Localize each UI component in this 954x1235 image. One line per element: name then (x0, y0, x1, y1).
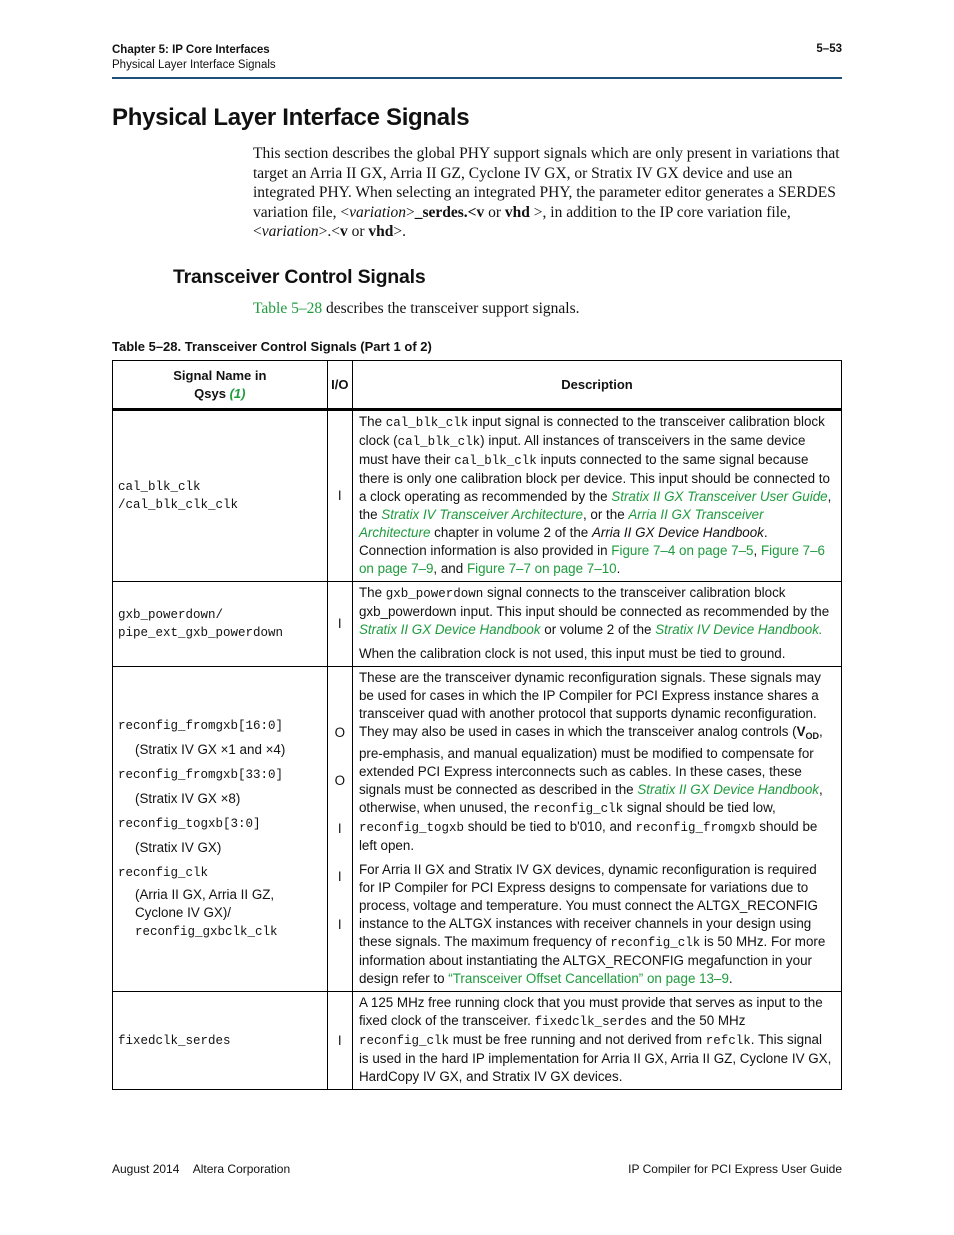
text: , otherwise, when unused, the (358, 782, 823, 815)
intro-text: > (405, 203, 415, 221)
signal-name: reconfig_togxb[3:0] (118, 817, 261, 831)
doc-link[interactable]: Stratix IV Transceiver Architecture (381, 507, 583, 522)
doc-link[interactable]: Arria II GX Transceiver Architecture (358, 507, 764, 540)
intro-variation: variation (349, 203, 406, 221)
table-row (113, 582, 842, 667)
io-value: I (337, 917, 342, 932)
description-cell (352, 992, 841, 1090)
figure-link[interactable]: Figure 7–6 on page 7–9 (358, 543, 825, 576)
header-signal (113, 361, 328, 410)
symbol: V (796, 724, 806, 739)
text: inputs connected to the same signal because there is only one calibration block per device. This input should be connected to a clock operating as recommended by the (358, 452, 830, 504)
description-cell (352, 582, 841, 667)
io-cell (327, 667, 352, 992)
text: These are the transceiver dynamic reconfiguration signals. These signals may be used for cases in which the IP Compiler for PCI Express instance shares a transceiver quad with another protocol that supports dynamic reconfiguration. They may also be used in cases in which the transceiver analog controls ( (358, 670, 821, 739)
code: cal_blk_clk (385, 416, 469, 430)
intro-variation: variation (261, 223, 319, 240)
signal-name: fixedclk_serdes (118, 1033, 231, 1048)
io-cell: I (327, 992, 352, 1090)
io-cell: I (327, 410, 352, 582)
code: cal_blk_clk (454, 454, 537, 468)
table-caption: Table 5–28. Transceiver Control Signals (Part 1 of 2) (112, 339, 432, 354)
description-text (359, 584, 835, 639)
text: , (753, 543, 761, 558)
signal-name: reconfig_fromgxb[33:0] (118, 768, 284, 782)
io-value: O (334, 725, 345, 740)
signal-note: (Stratix IV GX) (135, 840, 222, 855)
code: reconfig_fromgxb (635, 821, 756, 835)
signals-table (112, 360, 842, 1090)
table-header-row (113, 361, 842, 410)
text: or volume 2 of the (540, 622, 656, 637)
footnote-link[interactable]: (1) (229, 385, 246, 401)
description-cell (352, 410, 841, 582)
text: input signal is connected to the transceiver calibration block clock ( (358, 414, 825, 448)
page-title: Physical Layer Interface Signals (112, 104, 470, 131)
lead-paragraph (253, 300, 579, 318)
signal-note: (Stratix IV GX ×8) (135, 791, 241, 806)
text: . (616, 561, 621, 576)
signal-note-text: (Arria II GX, Arria II GZ, Cyclone IV GX)/ (135, 887, 275, 920)
chapter-title: Chapter 5: IP Core Interfaces (112, 44, 270, 56)
text: , the (358, 489, 832, 522)
header-signal-line1: Signal Name in (173, 367, 267, 383)
intro-paragraph (253, 144, 843, 242)
signal-group (118, 717, 322, 941)
text: chapter in volume 2 of the (430, 525, 592, 540)
subsection-title: Transceiver Control Signals (173, 266, 426, 288)
text: The (358, 585, 386, 600)
table-row (113, 667, 842, 992)
text: . This signal is used in the hard IP implementation for Arria II GX, Arria II GZ, Cyclone IV GX, HardCopy IV GX, and Stratix IV GX devices. (358, 1032, 832, 1084)
intro-ext: v (339, 223, 348, 240)
text: A 125 MHz free running clock that you must provide that serves as input to the fixed clock of the transceiver. (358, 995, 823, 1028)
intro-text: or (347, 223, 369, 240)
footer-company: Altera Corporation (192, 1162, 291, 1176)
code: gxb_powerdown (385, 587, 484, 601)
signal-name: reconfig_fromgxb[16:0] (118, 719, 284, 733)
lead-text: describes the transceiver support signals. (322, 300, 580, 317)
figure-link[interactable]: Figure 7–7 on page 7–10 (466, 561, 617, 576)
io-value: O (334, 773, 345, 788)
signal-cell (113, 992, 328, 1090)
code: cal_blk_clk (397, 435, 481, 449)
section-link[interactable]: “Transceiver Offset Cancellation” on page 13–9 (448, 971, 729, 986)
signal-cell (113, 582, 328, 667)
text: The (358, 414, 386, 429)
text: should be tied to b'010, and (463, 819, 636, 834)
text: ) input. All instances of transceivers in the same device must have their (358, 433, 806, 467)
text: must be free running and not derived from (448, 1032, 706, 1047)
signal-note (118, 886, 322, 941)
code: refclk (705, 1034, 751, 1048)
header-description: Description (352, 361, 841, 410)
signal-note: (Stratix IV GX ×1 and ×4) (135, 742, 286, 757)
code: reconfig_clk (358, 1034, 449, 1048)
intro-text: >. (393, 223, 406, 240)
footer-guide: IP Compiler for PCI Express User Guide (628, 1162, 842, 1176)
book-title: Arria II GX Device Handbook (591, 525, 764, 540)
doc-link[interactable]: Stratix II GX Device Handbook (637, 782, 819, 797)
header-io: I/O (327, 361, 352, 410)
subscript: OD (805, 731, 820, 741)
section-name: Physical Layer Interface Signals (112, 59, 276, 71)
footer-date: August 2014 (112, 1162, 180, 1176)
signal-cell (113, 410, 328, 582)
text: is 50 MHz. For more information about instantiating the ALTGX_RECONFIG megafunction in your design refer to (358, 934, 826, 986)
intro-text: or (484, 203, 505, 221)
text: , and (433, 561, 467, 576)
text: should be left open. (358, 819, 818, 853)
table-row (113, 992, 842, 1090)
io-value: I (337, 821, 342, 836)
intro-ext: vhd (368, 223, 394, 240)
running-header (112, 43, 276, 73)
header-signal-line2: Qsys (194, 385, 226, 401)
text: For Arria II GX and Stratix IV GX devices, dynamic reconfiguration is required for IP Compiler for PCI Express designs to compensate for variations due to process, voltage and temperature. You must connect the ALTGX_RECONFIG instance to the ALTGX instances with receiver channels in your design using these signals. The maximum frequency of (358, 862, 818, 949)
intro-text: This section describes the global PHY support signals which are only present in variations that target an Arria II GX, Arria II GZ, Cyclone IV GX, or Stratix IV GX device and use an integrated PHY. When selecting an integrated PHY, the parameter editor generates a SERDES variation file, < (253, 145, 840, 221)
figure-link[interactable]: Figure 7–4 on page 7–5 (611, 543, 754, 558)
description-text: When the calibration clock is not used, this input must be tied to ground. (358, 646, 786, 661)
text: signal connects to the transceiver calibration block gxb_powerdown input. This input should be connected as recommended by the (358, 585, 830, 619)
description-cell (352, 667, 841, 992)
text: signal should be tied low, (623, 800, 776, 815)
io-stack (328, 709, 352, 949)
signal-name: /cal_blk_clk_clk (118, 498, 239, 512)
intro-filename: _serdes.<v (414, 203, 485, 221)
text: , or the (582, 507, 629, 522)
code: reconfig_togxb (358, 821, 464, 835)
footer-left (112, 1162, 290, 1176)
table-row (113, 410, 842, 582)
text: . Connection information is also provided in (358, 525, 768, 558)
signal-name: reconfig_gxbclk_clk (135, 925, 278, 939)
text: and the 50 MHz (647, 1013, 746, 1028)
intro-text: >, in addition to the IP core variation file, < (253, 203, 791, 240)
doc-link[interactable]: Stratix IV Device Handbook. (655, 622, 823, 637)
header-rule (112, 77, 842, 79)
signal-name: reconfig_clk (118, 866, 209, 880)
doc-link[interactable]: Stratix II GX Device Handbook (358, 622, 541, 637)
description-text (359, 413, 835, 578)
doc-link[interactable]: Stratix II GX Transceiver User Guide (611, 489, 828, 504)
signal-name: pipe_ext_gxb_powerdown (118, 626, 284, 640)
code: reconfig_clk (533, 802, 624, 816)
signal-name: gxb_powerdown/ (118, 608, 224, 622)
intro-text: >.< (318, 223, 340, 240)
signal-name: cal_blk_clk (118, 480, 201, 494)
table-link[interactable]: Table 5–28 (253, 300, 323, 317)
description-text (359, 669, 835, 855)
text: . (728, 971, 733, 986)
intro-ext: vhd (504, 203, 530, 221)
code: reconfig_clk (610, 936, 701, 950)
description-text (359, 994, 835, 1086)
io-cell: I (327, 582, 352, 667)
io-value: I (337, 869, 342, 884)
code: fixedclk_serdes (534, 1015, 648, 1029)
page-number: 5–53 (816, 43, 842, 55)
signal-cell (113, 667, 328, 992)
description-text (359, 861, 835, 988)
text: , pre-emphasis, and manual equalization) must be modified to compensate for extended PCI Express interconnects such as cables. In these cases, these signals must be connected as described in the (358, 724, 823, 797)
